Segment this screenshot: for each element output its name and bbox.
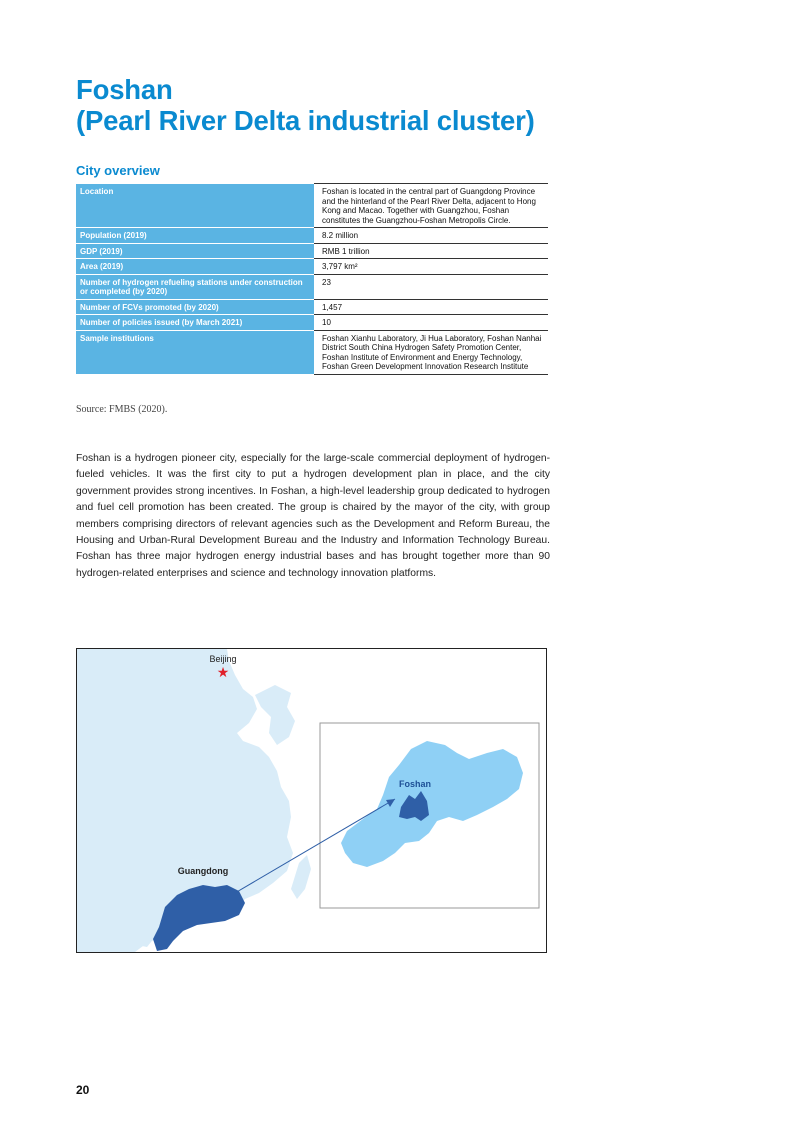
title-line-1: Foshan	[76, 74, 173, 105]
row-key: Area (2019)	[76, 259, 314, 275]
title-line-2: (Pearl River Delta industrial cluster)	[76, 105, 535, 136]
table-row	[76, 228, 548, 244]
table-row	[76, 259, 548, 275]
taiwan-island	[291, 855, 311, 899]
row-key: Number of hydrogen refueling stations under construction or completed (by 2020)	[76, 274, 314, 299]
row-key: Population (2019)	[76, 228, 314, 244]
row-value: 10	[314, 315, 548, 331]
capital-star-icon: ★	[216, 665, 230, 681]
map-graphic	[77, 649, 546, 952]
row-value: Foshan is located in the central part of Guangdong Province and the hinterland of the Pearl River Delta, adjacent to Hong Kong and Macao. Together with Guangzhou, Foshan constitutes the Guangzhou-Foshan Metropolis Circle.	[314, 184, 548, 228]
section-heading: City overview	[76, 163, 160, 178]
table-row	[76, 315, 548, 331]
table-row	[76, 184, 548, 228]
page-number: 20	[76, 1083, 90, 1097]
row-key: Number of policies issued (by March 2021)	[76, 315, 314, 331]
table-row	[76, 243, 548, 259]
row-value: 3,797 km²	[314, 259, 548, 275]
row-value: 1,457	[314, 299, 548, 315]
row-value: Foshan Xianhu Laboratory, Ji Hua Laboratory, Foshan Nanhai District South China Hydrogen Safety Promotion Center, Foshan Institute of Environment and Energy Technology, Foshan Green Development Innovation Research Institute	[314, 330, 548, 374]
table-row	[76, 274, 548, 299]
location-map	[76, 648, 547, 953]
city-overview-table	[76, 183, 548, 375]
korea-landmass	[255, 685, 295, 745]
guangdong-label: Guangdong	[177, 866, 229, 876]
row-value: 23	[314, 274, 548, 299]
foshan-label: Foshan	[398, 779, 432, 789]
row-key: Sample institutions	[76, 330, 314, 374]
beijing-label: Beijing	[209, 654, 237, 664]
page-title	[76, 74, 535, 136]
table-row	[76, 330, 548, 374]
table-row	[76, 299, 548, 315]
row-value: 8.2 million	[314, 228, 548, 244]
row-key: Location	[76, 184, 314, 228]
source-note: Source: FMBS (2020).	[76, 404, 168, 415]
row-key: GDP (2019)	[76, 243, 314, 259]
row-value: RMB 1 trillion	[314, 243, 548, 259]
body-paragraph: Foshan is a hydrogen pioneer city, especially for the large-scale commercial deployment of hydrogen-fueled vehicles. It was the first city to put a hydrogen development plan in place, and the city government provides strong incentives. In Foshan, a high-level leadership group dedicated to hydrogen and fuel cell promotion has been created. The group is chaired by the mayor of the city, with group members comprising directors of relevant agencies such as the Development and Reform Bureau, the Housing and Urban-Rural Development Bureau and the Industry and Information Technology Bureau. Foshan has three major hydrogen energy industrial bases and has brought together more than 90 hydrogen-related enterprises and science and technology innovation platforms.	[76, 453, 550, 579]
row-key: Number of FCVs promoted (by 2020)	[76, 299, 314, 315]
